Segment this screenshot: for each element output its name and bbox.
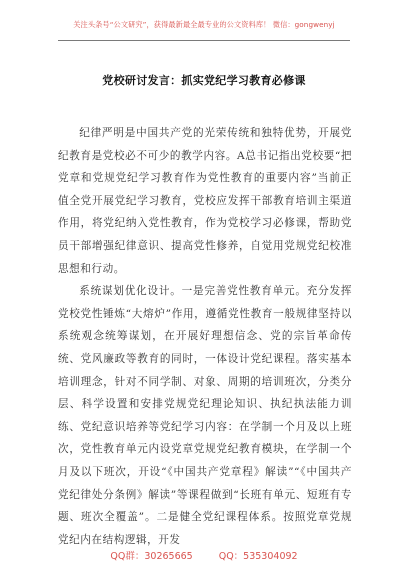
body-paragraph: 系统谋划优化设计。一是完善党性教育单元。充分发挥党校党性锤炼“大熔炉”作用，遵循党性教育一般规律坚持以系统观念统筹谋划，在开展好理想信念、党的宗旨革命传统、党风廉政等教育的同时，一体设计党纪课程。落实基本培训理念，针对不同学制、对象、周期的培训班次，分类分层、科学设置和安排党规党纪理论知识、执纪执法能力训练、党纪意识培养等党纪学习内容：在学制一个月及以上班次，党性教育单元内设党章党规党纪教育模块，在学制一个月及以下班次，开设“《中国共产党章程》解读”“《中国共产党纪律处分条例》解读”等课程做到“长班有单元、短班有专题、班次全覆盖”。二是健全党纪课程体系。按照党章党规党纪内在结构逻辑，开发 [58, 285, 352, 546]
document-title: 党校研讨发言：抓实党纪学习教育必修课 [102, 74, 306, 87]
header-divider [58, 40, 350, 41]
footer-qq-group: QQ群：30265665 [110, 551, 193, 562]
footer-qq: QQ：535304092 [218, 551, 298, 562]
document-body [58, 122, 352, 551]
body-paragraph: 纪律严明是中国共产党的光荣传统和独特优势，开展党纪教育是党校必不可少的教学内容。A总书记指出党校要“把党章和党规党纪学习教育作为党性教育的重要内容”当前正值全党开展党纪学习教育，党校应发挥干部教育培训主渠道作用，将党纪纳入党性教育，作为党校学习必修课，帮助党员干部增强纪律意识、提高党性修养，自觉用党规党纪校准思想和行动。 [58, 127, 352, 275]
footer [0, 548, 408, 562]
header-note: 关注头条号“公文研究”，获得最新最全最专业的公文资料库！ 微信：gongwenyj [73, 20, 335, 29]
